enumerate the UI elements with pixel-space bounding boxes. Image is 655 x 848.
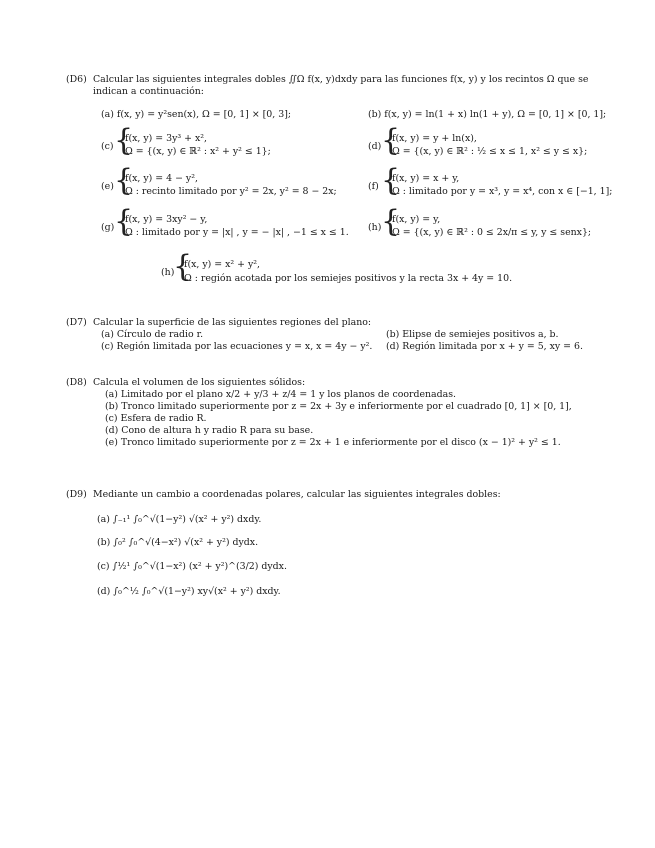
d8-item-a: (a) Limitado por el plano x/2 + y/3 + z/4 = 1 y los planos de coordenadas. [105, 389, 457, 400]
d6-item-b: (b) f(x, y) = ln(1 + x) ln(1 + y), Ω = [0, 1] × [0, 1]; [368, 109, 607, 120]
d6-intro-line-1: Calcular las siguientes integrales dobles ∬Ω f(x, y)dxdy para las funciones f(x, y) y los recintos Ω que se [93, 74, 589, 85]
d8-intro: Calcula el volumen de los siguientes sólidos: [93, 377, 306, 388]
d6-item-h-line-1: f(x, y) = y, [392, 214, 441, 225]
d8-label: (D8) [66, 377, 87, 388]
d6-item-h-label: (h) [368, 222, 382, 233]
d7-item-d: (d) Región limitada por x + y = 5, xy = 6. [386, 341, 583, 352]
left-brace-c: { [114, 123, 134, 158]
d7-label: (D7) [66, 317, 87, 328]
d6-item-f-label: (f) [368, 181, 379, 192]
d9-item-a: (a) ∫₋₁¹ ∫₀^√(1−y²) √(x² + y²) dxdy. [97, 514, 262, 525]
d9-item-b: (b) ∫₀² ∫₀^√(4−x²) √(x² + y²) dydx. [97, 537, 259, 548]
d7-item-c: (c) Región limitada por las ecuaciones y = x, x = 4y − y². [101, 341, 373, 352]
d6-item-e-line-1: f(x, y) = 4 − y², [125, 173, 198, 184]
d7-intro: Calcular la superficie de las siguientes regiones del plano: [93, 317, 372, 328]
d6-item-g-label: (g) [101, 222, 115, 233]
left-brace-g: { [114, 204, 134, 239]
d6-item-c-label: (c) [101, 141, 114, 152]
d6-item-d-line-2: Ω = {(x, y) ∈ ℝ² : ½ ≤ x ≤ 1, x² ≤ y ≤ x}; [392, 146, 588, 157]
d6-item-h-line-2: Ω = {(x, y) ∈ ℝ² : 0 ≤ 2x/π ≤ y, y ≤ senx}; [392, 227, 592, 238]
left-brace-h: { [381, 204, 401, 239]
d6-item-h2-line-1: f(x, y) = x² + y², [184, 259, 261, 270]
d9-item-d: (d) ∫₀^½ ∫₀^√(1−y²) xy√(x² + y²) dxdy. [97, 586, 281, 597]
d9-label: (D9) [66, 489, 87, 500]
d6-item-d-line-1: f(x, y) = y + ln(x), [392, 133, 477, 144]
d6-item-f-line-2: Ω : limitado por y = x³, y = x⁴, con x ∈ [−1, 1]; [392, 186, 613, 197]
left-brace-d: { [381, 123, 401, 158]
left-brace-f: { [381, 163, 401, 198]
d6-item-h2-label: (h) [161, 267, 175, 278]
d6-item-c-line-1: f(x, y) = 3y³ + x², [125, 133, 208, 144]
d8-item-b: (b) Tronco limitado superiormente por z = 2x + 3y e inferiormente por el cuadrado [0, 1] × [0, 1], [105, 401, 572, 412]
d6-item-g-line-1: f(x, y) = 3xy² − y, [125, 214, 208, 225]
d9-item-c: (c) ∫½¹ ∫₀^√(1−x²) (x² + y²)^(3/2) dydx. [97, 561, 287, 572]
left-brace-h2: { [173, 249, 193, 284]
d6-item-f-line-1: f(x, y) = x + y, [392, 173, 460, 184]
d6-item-h2-line-2: Ω : región acotada por los semiejes positivos y la recta 3x + 4y = 10. [184, 273, 513, 284]
d6-item-e-line-2: Ω : recinto limitado por y² = 2x, y² = 8 − 2x; [125, 186, 337, 197]
d6-label: (D6) [66, 74, 87, 85]
d6-item-c-line-2: Ω = {(x, y) ∈ ℝ² : x² + y² ≤ 1}; [125, 146, 271, 157]
d9-intro: Mediante un cambio a coordenadas polares, calcular las siguientes integrales dobles: [93, 489, 501, 500]
d6-item-e-label: (e) [101, 181, 114, 192]
d7-item-a: (a) Círculo de radio r. [101, 329, 204, 340]
left-brace-e: { [114, 163, 134, 198]
d6-item-g-line-2: Ω : limitado por y = |x| , y = − |x| , −1 ≤ x ≤ 1. [125, 227, 349, 238]
d6-item-a: (a) f(x, y) = y²sen(x), Ω = [0, 1] × [0, 3]; [101, 109, 292, 120]
d6-intro-line-2: indican a continuación: [93, 86, 204, 97]
d6-item-d-label: (d) [368, 141, 382, 152]
d8-item-e: (e) Tronco limitado superiormente por z = 2x + 1 e inferiormente por el disco (x − 1)² + y² ≤ 1. [105, 437, 561, 448]
d8-item-d: (d) Cono de altura h y radio R para su base. [105, 425, 314, 436]
d7-item-b: (b) Elipse de semiejes positivos a, b. [386, 329, 559, 340]
d8-item-c: (c) Esfera de radio R. [105, 413, 207, 424]
